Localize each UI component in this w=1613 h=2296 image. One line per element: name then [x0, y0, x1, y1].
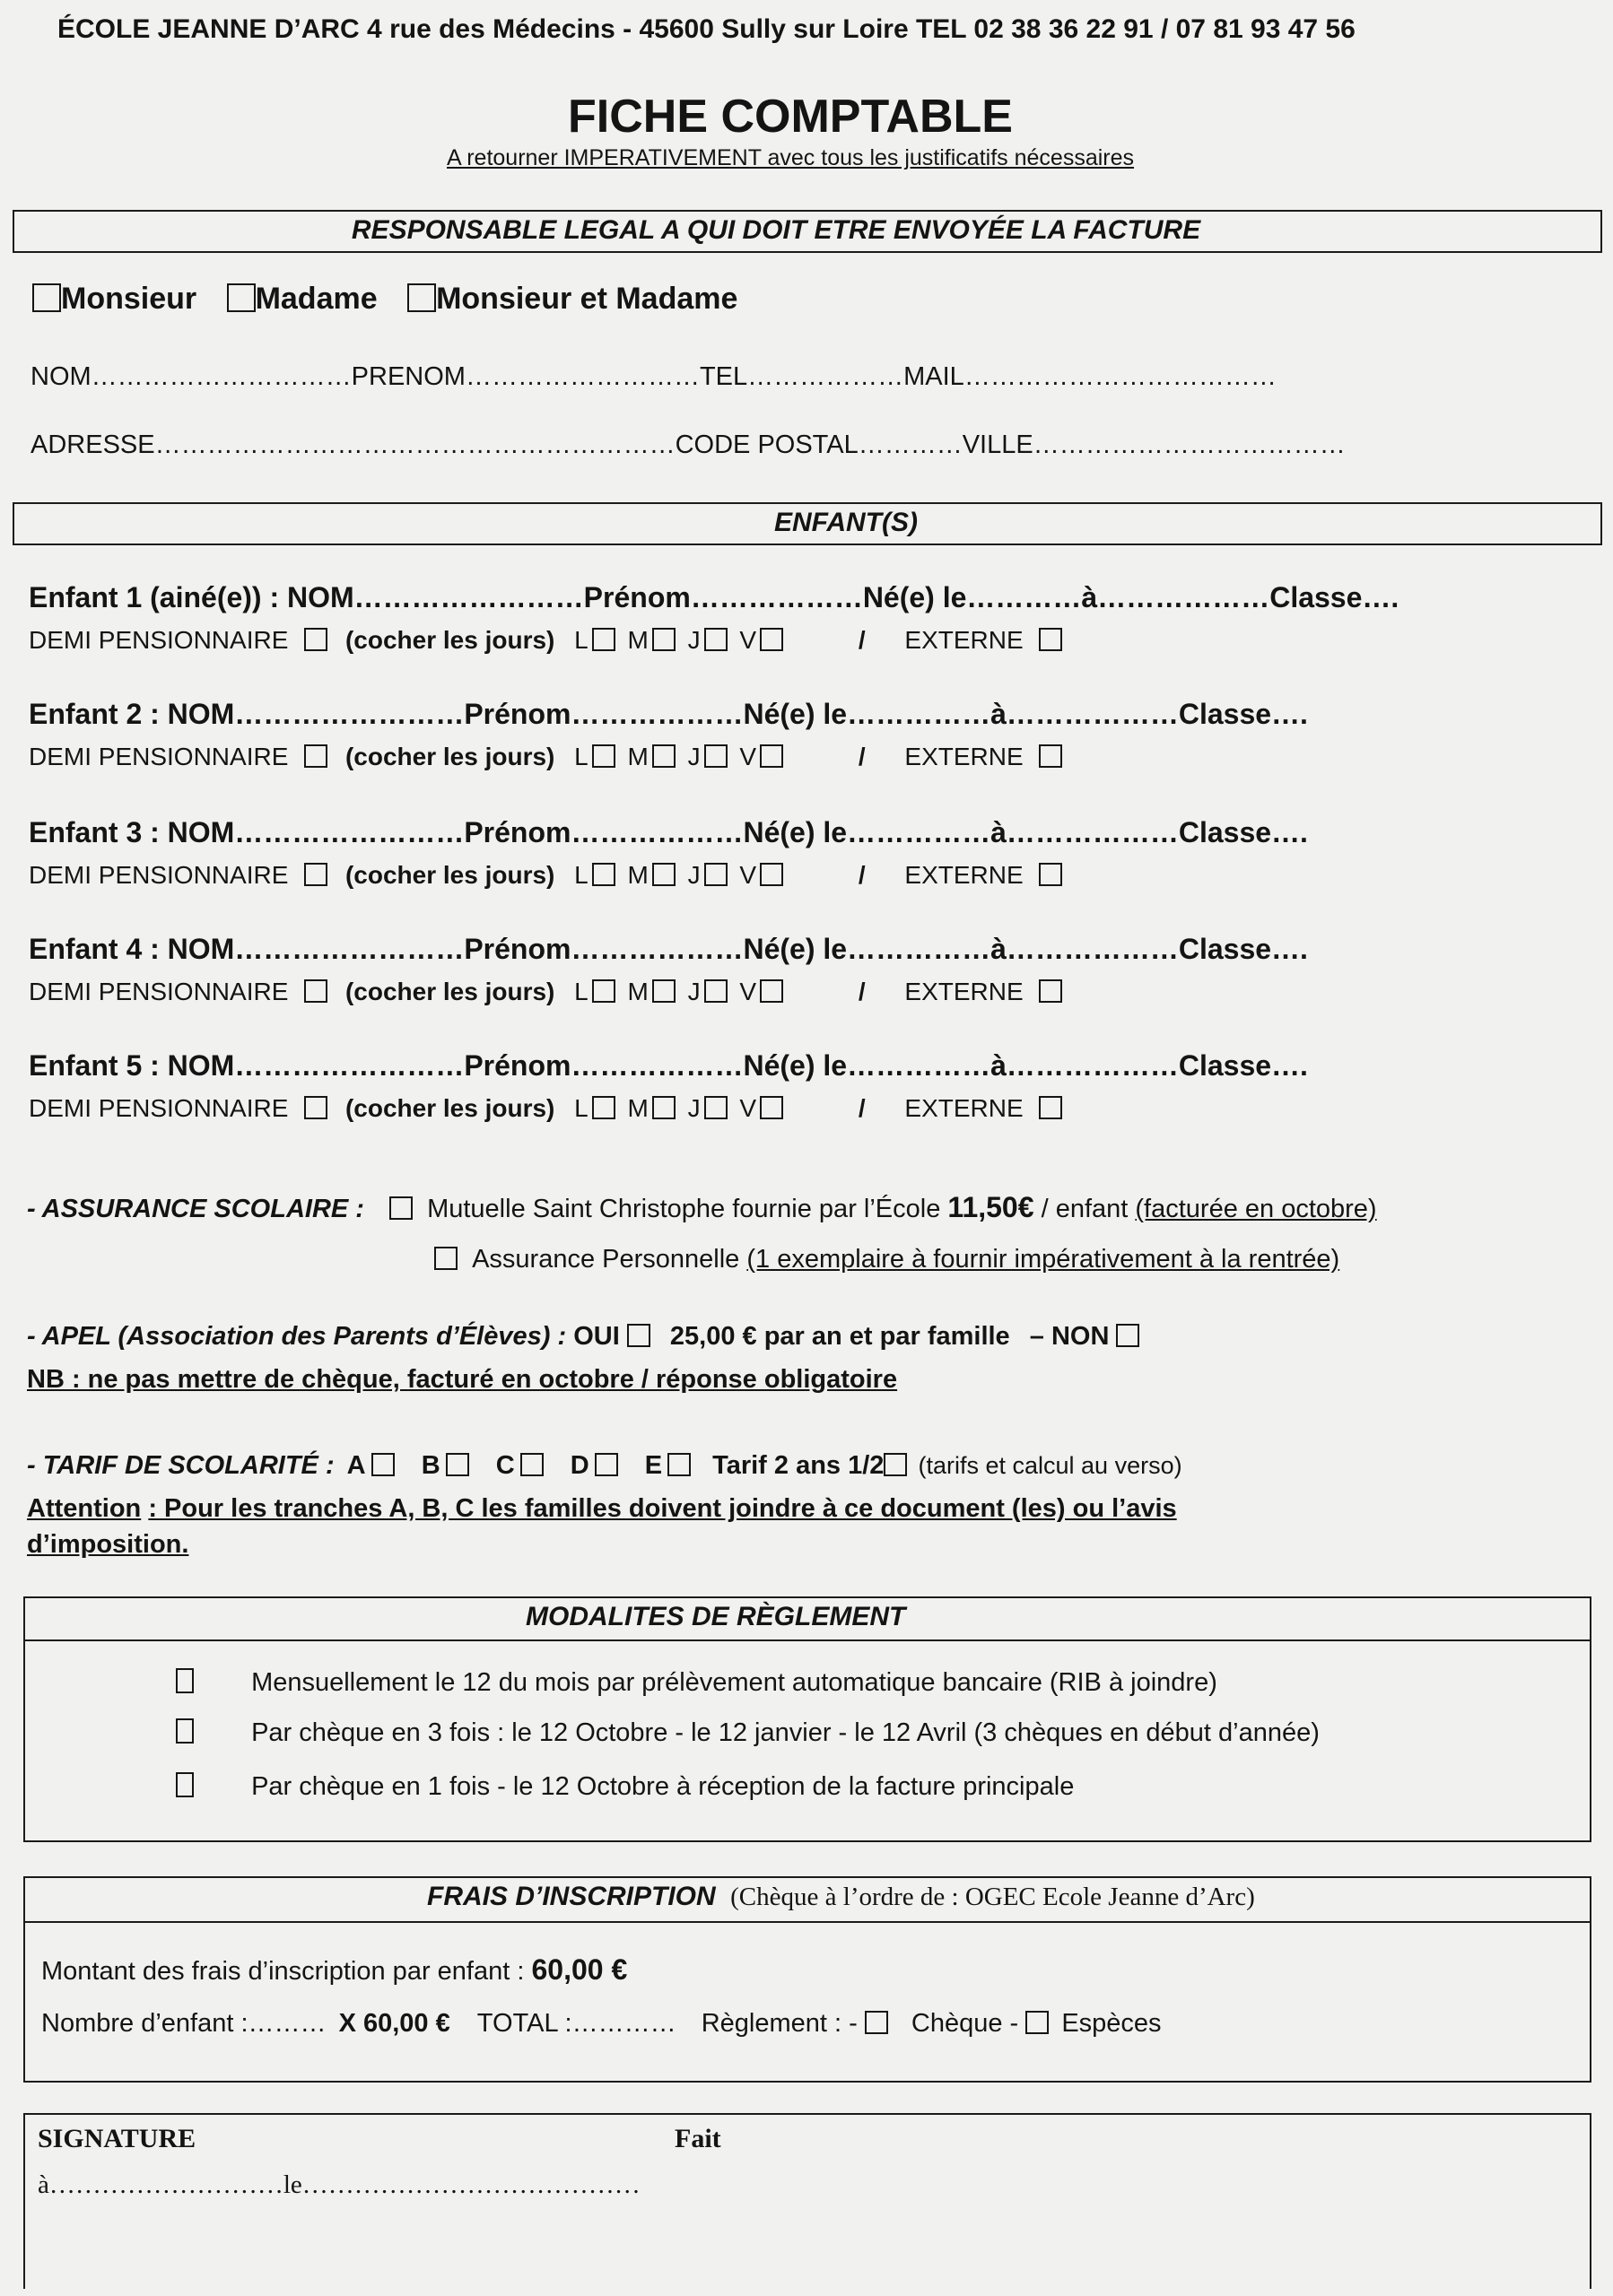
- tarif-d-checkbox[interactable]: [595, 1453, 618, 1476]
- tarif-c-label: C: [495, 1451, 515, 1480]
- child-5-day-j-checkbox[interactable]: [704, 1096, 728, 1119]
- day-l-label: L: [574, 626, 589, 654]
- modalite-1-fois-checkbox[interactable]: [176, 1772, 194, 1797]
- child-1-demi-pensionnaire-checkbox[interactable]: [304, 628, 327, 651]
- externe-label: EXTERNE: [904, 861, 1024, 889]
- child-3-identity-line[interactable]: Enfant 3 : NOM……………………Prénom………………Né(e) le……………à………………Classe….: [29, 816, 1308, 848]
- frais-montant-row: [41, 1953, 627, 1987]
- modalite-mensuel-label: Mensuellement le 12 du mois par prélèvement automatique bancaire (RIB à joindre): [251, 1668, 1217, 1697]
- apel-oui-label: OUI: [573, 1322, 620, 1351]
- assurance-personnelle-note: (1 exemplaire à fournir impérativement à la rentrée): [746, 1245, 1340, 1274]
- modalites-divider: [23, 1639, 1591, 1641]
- modalites-title: MODALITES DE RÈGLEMENT: [526, 1602, 906, 1631]
- child-2-demi-pensionnaire-checkbox[interactable]: [304, 744, 327, 768]
- enfants-section-title: ENFANT(S): [774, 508, 918, 537]
- child-1-externe-checkbox[interactable]: [1039, 628, 1062, 651]
- child-3-externe-checkbox[interactable]: [1039, 863, 1062, 886]
- apel-label: - APEL (Association des Parents d’Élèves) :: [27, 1322, 567, 1351]
- frais-cheque-label: Chèque -: [911, 2009, 1019, 2038]
- child-4-externe-checkbox[interactable]: [1039, 979, 1062, 1003]
- child-2-day-v-checkbox[interactable]: [760, 744, 783, 768]
- day-l-label: L: [574, 861, 589, 889]
- frais-x-price: X 60,00 €: [338, 2009, 450, 2038]
- apel-dash: –: [1029, 1322, 1044, 1351]
- day-m-label: M: [627, 978, 649, 1005]
- day-l-label: L: [574, 1094, 589, 1122]
- demi-pensionnaire-label: DEMI PENSIONNAIRE: [29, 1094, 289, 1122]
- mutuelle-per-child: / enfant: [1041, 1195, 1129, 1223]
- apel-nb-note: NB : ne pas mettre de chèque, facturé en octobre / réponse obligatoire: [27, 1365, 898, 1394]
- child-5-externe-checkbox[interactable]: [1039, 1096, 1062, 1119]
- child-5-meal-row: [29, 1094, 1062, 1123]
- child-1-meal-row: [29, 626, 1062, 655]
- page-subtitle: A retourner IMPERATIVEMENT avec tous les justificatifs nécessaires: [446, 145, 1134, 170]
- apel-non-label: NON: [1051, 1322, 1110, 1351]
- page-title: FICHE COMPTABLE: [568, 91, 1013, 143]
- frais-cheque-checkbox[interactable]: [865, 2011, 888, 2034]
- signature-place-date-line[interactable]: à………………………le…………………………………: [38, 2170, 641, 2199]
- cocher-label: (cocher les jours): [344, 978, 555, 1005]
- monsieur-checkbox[interactable]: [32, 283, 61, 312]
- assurance-personnelle-text: Assurance Personnelle: [472, 1245, 740, 1274]
- assurance-row-1: [27, 1191, 1377, 1224]
- child-1-day-j-checkbox[interactable]: [704, 628, 728, 651]
- day-m-label: M: [627, 861, 649, 889]
- child-4-day-v-checkbox[interactable]: [760, 979, 783, 1003]
- apel-non-checkbox[interactable]: [1116, 1324, 1139, 1347]
- assurance-label: - ASSURANCE SCOLAIRE :: [27, 1195, 364, 1223]
- tarif-row: [27, 1451, 1182, 1481]
- modalite-1-fois-label: Par chèque en 1 fois - le 12 Octobre à réception de la facture principale: [251, 1772, 1075, 1801]
- day-v-label: V: [739, 1094, 757, 1122]
- child-4-meal-row: [29, 978, 1062, 1006]
- child-2-meal-row: [29, 743, 1062, 771]
- demi-pensionnaire-label: DEMI PENSIONNAIRE: [29, 743, 289, 770]
- day-m-label: M: [627, 1094, 649, 1122]
- child-5-day-m-checkbox[interactable]: [652, 1096, 676, 1119]
- frais-total[interactable]: TOTAL :…………: [476, 2009, 676, 2038]
- child-4-demi-pensionnaire-checkbox[interactable]: [304, 979, 327, 1003]
- demi-pensionnaire-label: DEMI PENSIONNAIRE: [29, 626, 289, 654]
- tarif-verso-note: (tarifs et calcul au verso): [918, 1452, 1182, 1479]
- cocher-label: (cocher les jours): [344, 626, 555, 654]
- slash-separator: /: [858, 978, 866, 1005]
- slash-separator: /: [858, 626, 866, 654]
- child-1-day-v-checkbox[interactable]: [760, 628, 783, 651]
- day-m-label: M: [627, 743, 649, 770]
- day-l-label: L: [574, 978, 589, 1005]
- child-5-day-l-checkbox[interactable]: [592, 1096, 615, 1119]
- slash-separator: /: [858, 861, 866, 889]
- child-4-day-j-checkbox[interactable]: [704, 979, 728, 1003]
- mutuelle-checkbox[interactable]: [389, 1196, 413, 1220]
- tarif-e-checkbox[interactable]: [667, 1453, 691, 1476]
- tarif-b-label: B: [421, 1451, 440, 1480]
- child-3-day-v-checkbox[interactable]: [760, 863, 783, 886]
- externe-label: EXTERNE: [904, 743, 1024, 770]
- civility-row: [32, 282, 737, 317]
- tarif-2ans-label: Tarif 2 ans 1/2: [712, 1451, 885, 1480]
- assurance-personnelle-checkbox[interactable]: [434, 1247, 458, 1270]
- child-4-identity-line[interactable]: Enfant 4 : NOM……………………Prénom………………Né(e) le……………à………………Classe….: [29, 933, 1308, 965]
- signature-label: SIGNATURE: [38, 2124, 196, 2153]
- externe-label: EXTERNE: [904, 1094, 1024, 1122]
- day-v-label: V: [739, 743, 757, 770]
- day-j-label: J: [687, 626, 701, 654]
- frais-reglement-label: Règlement : -: [701, 2009, 858, 2038]
- modalite-option-1: [176, 1668, 1217, 1698]
- day-j-label: J: [687, 978, 701, 1005]
- cocher-label: (cocher les jours): [344, 1094, 555, 1122]
- child-5-demi-pensionnaire-checkbox[interactable]: [304, 1096, 327, 1119]
- day-v-label: V: [739, 861, 757, 889]
- frais-calcul-row: [41, 2009, 1162, 2039]
- child-3-day-j-checkbox[interactable]: [704, 863, 728, 886]
- signature-box: [23, 2113, 1591, 2289]
- tarif-c-checkbox[interactable]: [520, 1453, 544, 1476]
- apel-row: [27, 1322, 1139, 1352]
- child-1-identity-line[interactable]: Enfant 1 (ainé(e)) : NOM……………………Prénom………………Né(e) le…………à………………Classe….: [29, 581, 1399, 613]
- day-m-label: M: [627, 626, 649, 654]
- demi-pensionnaire-label: DEMI PENSIONNAIRE: [29, 861, 289, 889]
- attention-label: Attention: [27, 1494, 142, 1523]
- tarif-label: - TARIF DE SCOLARITÉ :: [27, 1451, 335, 1480]
- child-2-day-m-checkbox[interactable]: [652, 744, 676, 768]
- child-4-day-m-checkbox[interactable]: [652, 979, 676, 1003]
- apel-oui-checkbox[interactable]: [627, 1324, 650, 1347]
- mutuelle-price: 11,50€: [947, 1191, 1034, 1223]
- demi-pensionnaire-label: DEMI PENSIONNAIRE: [29, 978, 289, 1005]
- responsable-name-line[interactable]: NOM…………………………PRENOM………………………TEL………………MAIL………………………………: [31, 362, 1277, 391]
- tarif-b-checkbox[interactable]: [446, 1453, 469, 1476]
- frais-cheque-order-note: (Chèque à l’ordre de : OGEC Ecole Jeanne d’Arc): [730, 1883, 1255, 1911]
- modalite-option-3: [176, 1772, 1074, 1802]
- day-v-label: V: [739, 626, 757, 654]
- assurance-row-2: [434, 1245, 1339, 1274]
- fait-label: Fait: [675, 2124, 721, 2153]
- child-2-identity-line[interactable]: Enfant 2 : NOM……………………Prénom………………Né(e) le……………à………………Classe….: [29, 698, 1308, 730]
- child-3-demi-pensionnaire-checkbox[interactable]: [304, 863, 327, 886]
- modalite-option-2: [176, 1718, 1320, 1748]
- frais-montant-value: 60,00 €: [531, 1953, 628, 1986]
- responsable-address-line[interactable]: ADRESSE……………………………………………………CODE POSTAL…………VILLE………………………………: [31, 430, 1346, 459]
- monsieur-et-madame-checkbox[interactable]: [407, 283, 436, 312]
- externe-label: EXTERNE: [904, 978, 1024, 1005]
- child-1-day-l-checkbox[interactable]: [592, 628, 615, 651]
- slash-separator: /: [858, 1094, 866, 1122]
- tarif-a-checkbox[interactable]: [371, 1453, 395, 1476]
- modalite-3-fois-label: Par chèque en 3 fois : le 12 Octobre - le 12 janvier - le 12 Avril (3 chèques en début d’année): [251, 1718, 1320, 1747]
- attention-text-continued: d’imposition.: [27, 1530, 189, 1559]
- child-2-day-l-checkbox[interactable]: [592, 744, 615, 768]
- frais-divider: [23, 1921, 1591, 1923]
- apel-price: 25,00 € par an et par famille: [669, 1322, 1010, 1351]
- mutuelle-text: Mutuelle Saint Christophe fournie par l’École: [427, 1195, 941, 1223]
- madame-label: Madame: [255, 282, 378, 316]
- cocher-label: (cocher les jours): [344, 861, 555, 889]
- child-5-day-v-checkbox[interactable]: [760, 1096, 783, 1119]
- attention-row: [27, 1494, 1177, 1524]
- frais-nombre-enfant[interactable]: Nombre d’enfant :………: [41, 2009, 327, 2038]
- slash-separator: /: [858, 743, 866, 770]
- monsieur-label: Monsieur: [61, 282, 197, 316]
- frais-header: [427, 1882, 1255, 1912]
- child-2-externe-checkbox[interactable]: [1039, 744, 1062, 768]
- day-j-label: J: [687, 861, 701, 889]
- child-4-day-l-checkbox[interactable]: [592, 979, 615, 1003]
- day-l-label: L: [574, 743, 589, 770]
- school-address-line: ÉCOLE JEANNE D’ARC 4 rue des Médecins - 45600 Sully sur Loire TEL 02 38 36 22 91 / 07 81 93 47 56: [57, 14, 1356, 44]
- day-j-label: J: [687, 1094, 701, 1122]
- tarif-2ans-checkbox[interactable]: [884, 1453, 907, 1476]
- tarif-d-label: D: [570, 1451, 589, 1480]
- child-3-day-m-checkbox[interactable]: [652, 863, 676, 886]
- externe-label: EXTERNE: [904, 626, 1024, 654]
- responsable-section-title: RESPONSABLE LEGAL A QUI DOIT ETRE ENVOYÉE LA FACTURE: [351, 215, 1201, 245]
- attention-text: : Pour les tranches A, B, C les familles doivent joindre à ce document (les) ou l’avis: [148, 1494, 1177, 1523]
- frais-especes-checkbox[interactable]: [1025, 2011, 1049, 2034]
- modalite-3-fois-checkbox[interactable]: [176, 1718, 194, 1744]
- child-1-day-m-checkbox[interactable]: [652, 628, 676, 651]
- modalite-mensuel-checkbox[interactable]: [176, 1668, 194, 1693]
- day-v-label: V: [739, 978, 757, 1005]
- child-3-day-l-checkbox[interactable]: [592, 863, 615, 886]
- child-5-identity-line[interactable]: Enfant 5 : NOM……………………Prénom………………Né(e) le……………à………………Classe….: [29, 1049, 1308, 1082]
- frais-montant-label: Montant des frais d’inscription par enfant :: [41, 1957, 525, 1986]
- monsieur-et-madame-label: Monsieur et Madame: [436, 282, 738, 316]
- frais-title: FRAIS D’INSCRIPTION: [427, 1882, 716, 1911]
- day-j-label: J: [687, 743, 701, 770]
- mutuelle-billing-note: (facturée en octobre): [1135, 1195, 1377, 1223]
- child-2-day-j-checkbox[interactable]: [704, 744, 728, 768]
- cocher-label: (cocher les jours): [344, 743, 555, 770]
- child-3-meal-row: [29, 861, 1062, 890]
- tarif-e-label: E: [644, 1451, 663, 1480]
- madame-checkbox[interactable]: [227, 283, 256, 312]
- frais-especes-label: Espèces: [1061, 2009, 1162, 2038]
- tarif-a-label: A: [346, 1451, 366, 1480]
